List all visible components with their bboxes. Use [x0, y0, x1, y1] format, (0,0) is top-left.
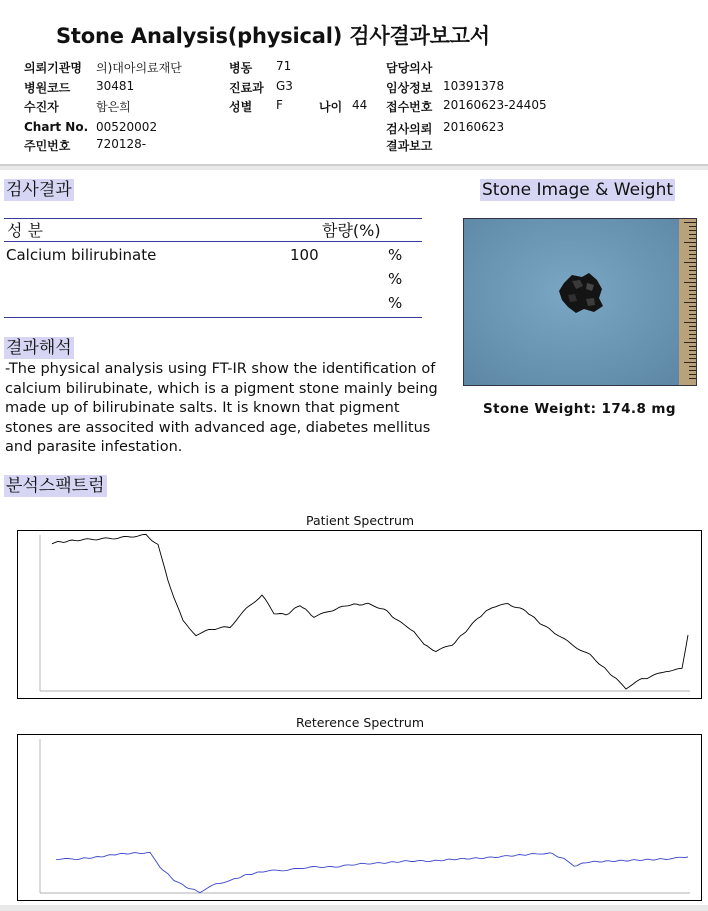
ruler-tick	[689, 298, 696, 299]
value-resident-no: 720128-	[96, 137, 147, 151]
ruler-tick	[689, 334, 696, 335]
ruler-tick	[684, 342, 696, 343]
ruler-tick	[689, 338, 696, 339]
ruler-tick	[689, 290, 696, 291]
ruler-tick	[689, 350, 696, 351]
label-patient-name: 수진자	[24, 100, 59, 114]
stone-image-heading: Stone Image & Weight	[482, 180, 674, 200]
ruler-tick	[684, 242, 696, 243]
label-requesting-institution: 의뢰기관명	[24, 61, 82, 75]
reference-spectrum-chart	[17, 734, 702, 901]
ruler-tick	[689, 310, 696, 311]
spectrum-heading: 분석스팩트럼	[6, 476, 105, 496]
value-patient-name: 함은희	[96, 100, 131, 114]
ruler-tick	[689, 294, 696, 295]
result-row-2-unit: %	[388, 270, 403, 288]
label-clinical-info: 임상정보	[386, 81, 433, 95]
label-resident-no: 주민번호	[24, 139, 71, 153]
label-test-request: 검사의뢰	[386, 122, 433, 136]
report-header	[0, 0, 708, 166]
ruler-tick	[689, 330, 696, 331]
stone-specimen	[556, 271, 606, 315]
ruler-tick	[684, 262, 696, 263]
ruler-tick	[689, 246, 696, 247]
value-ward: 71	[276, 59, 292, 73]
measurement-ruler	[679, 219, 696, 385]
ruler-tick	[689, 258, 696, 259]
ruler-tick	[689, 306, 696, 307]
label-attending-doctor: 담당의사	[386, 61, 433, 75]
ruler-tick	[689, 266, 696, 267]
interpretation-heading: 결과해석	[6, 338, 72, 358]
value-department: G3	[276, 79, 293, 93]
patient-spectrum-chart	[17, 530, 702, 699]
ruler-tick	[684, 282, 696, 283]
label-ward: 병동	[229, 61, 253, 75]
results-table-bottom-rule	[4, 317, 422, 318]
header-divider	[0, 166, 708, 170]
stone-weight-value: 174.8	[601, 401, 647, 417]
interpretation-text: -The physical analysis using FT-IR show the identification of calcium bilirubinate, which is a pigment stone mainly being made up of bilirubinate salts. It is known that pigment stones are associted with advanced age, diabetes mellitus and parasite infestation.	[5, 361, 438, 455]
value-age: 44	[352, 98, 368, 112]
ruler-tick	[684, 322, 696, 323]
ruler-tick	[689, 374, 696, 375]
result-row-3-unit: %	[388, 294, 403, 312]
reference-spectrum-plot	[18, 735, 701, 900]
label-department: 진료과	[229, 81, 264, 95]
reference-spectrum-title: Reterence Spectrum	[296, 715, 424, 730]
result-row-1-unit: %	[388, 246, 403, 264]
ruler-tick	[689, 378, 696, 379]
stone-weight-label: Stone Weight:	[483, 401, 597, 417]
label-chart-no: Chart No.	[24, 120, 89, 134]
ruler-tick	[684, 302, 696, 303]
stone-weight	[483, 401, 676, 417]
stone-photo	[463, 218, 697, 386]
value-sex: F	[276, 98, 283, 112]
ruler-tick	[689, 314, 696, 315]
ruler-tick	[689, 270, 696, 271]
ruler-tick	[689, 254, 696, 255]
ruler-tick	[689, 326, 696, 327]
ruler-tick	[689, 278, 696, 279]
ruler-tick	[689, 230, 696, 231]
results-table-header-rule	[4, 241, 422, 242]
ruler-tick	[689, 318, 696, 319]
ruler-tick	[689, 250, 696, 251]
ruler-tick	[689, 366, 696, 367]
results-col-amount: 함량(%)	[322, 221, 381, 240]
value-clinical-info: 10391378	[443, 79, 505, 93]
ruler-tick	[689, 354, 696, 355]
value-chart-no: 00520002	[96, 120, 158, 134]
stone-weight-unit: mg	[651, 401, 676, 417]
result-row-1-amount: 100	[290, 246, 319, 264]
ruler-tick	[689, 234, 696, 235]
footer-band	[0, 905, 708, 911]
results-heading: 검사결과	[6, 180, 72, 200]
patient-spectrum-plot	[18, 531, 701, 698]
ruler-tick	[689, 358, 696, 359]
ruler-tick	[689, 370, 696, 371]
value-test-request: 20160623	[443, 120, 505, 134]
results-col-component: 성 분	[7, 221, 43, 240]
label-age: 나이	[319, 100, 343, 114]
ruler-tick	[689, 238, 696, 239]
ruler-tick	[689, 286, 696, 287]
label-hospital-code: 병원코드	[24, 81, 71, 95]
value-hospital-code: 30481	[96, 79, 135, 93]
label-receipt-no: 접수번호	[386, 100, 433, 114]
ruler-tick	[689, 226, 696, 227]
ruler-tick	[684, 222, 696, 223]
report-title: Stone Analysis(physical) 검사결과보고서	[56, 24, 490, 48]
ruler-tick	[689, 274, 696, 275]
result-row-1-component: Calcium bilirubinate	[6, 246, 157, 264]
label-result-report: 결과보고	[386, 139, 433, 153]
ruler-tick	[684, 362, 696, 363]
patient-spectrum-title: Patient Spectrum	[306, 513, 415, 528]
value-requesting-institution: 의)대아의료재단	[96, 61, 182, 75]
value-receipt-no: 20160623-24405	[443, 98, 547, 112]
label-sex: 성별	[229, 100, 253, 114]
ruler-tick	[689, 346, 696, 347]
